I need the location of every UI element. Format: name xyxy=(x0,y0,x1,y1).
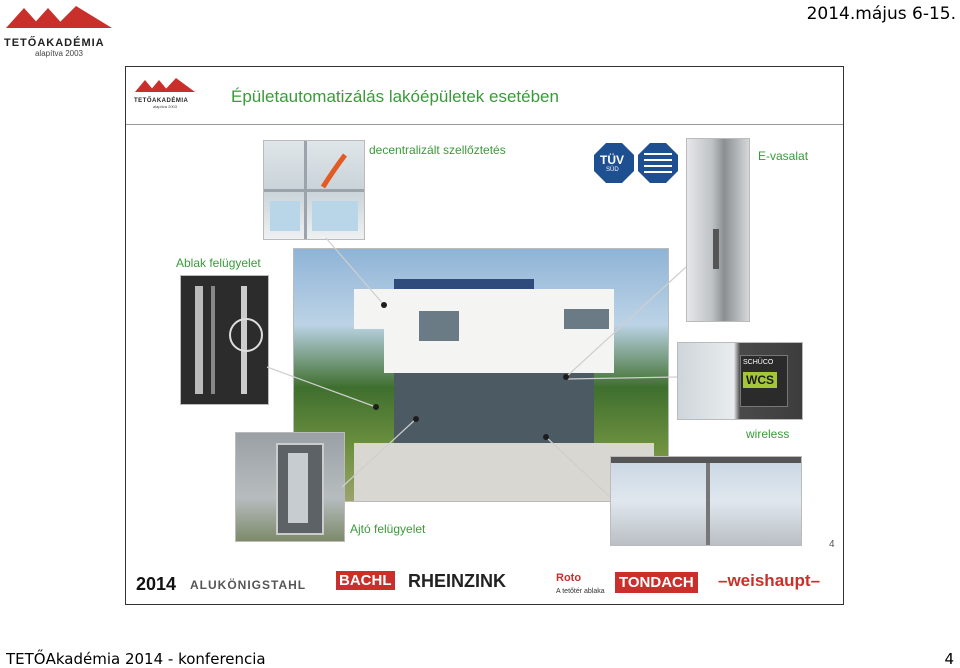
sponsor-year: 2014 xyxy=(136,574,177,594)
tuv-text: TÜV xyxy=(600,153,624,167)
label-evasalat: E-vasalat xyxy=(758,149,809,163)
footer-left: TETŐAkadémia 2014 - konferencia xyxy=(6,650,266,668)
sponsor-tondach: TONDACH xyxy=(615,572,698,593)
sponsor-roto-sub: A tetőtér ablaka xyxy=(556,588,605,595)
slide xyxy=(125,66,844,605)
slide-logo-sub: alapítva 2003 xyxy=(152,104,178,109)
footer-right: 4 xyxy=(944,650,954,668)
label-door: Ajtó felügyelet xyxy=(350,522,426,536)
connector-lines xyxy=(126,67,843,604)
slide-title: Épületautomatizálás lakóépületek esetében xyxy=(231,87,559,106)
slide-number: 4 xyxy=(829,539,835,550)
roof-logo-icon xyxy=(4,4,114,30)
header-logo-sub: alapítva 2003 xyxy=(34,49,84,58)
sponsor-alukonigstahl: ALUKÖNIGSTAHL xyxy=(190,578,307,592)
header-date: 2014.május 6-15. xyxy=(806,4,956,24)
wcs-logo: WCS xyxy=(743,372,777,388)
sponsor-roto: Roto xyxy=(556,572,582,584)
wcs-brand: SCHÜCO xyxy=(743,359,774,366)
sponsor-bar xyxy=(126,566,843,604)
header-logo-text: TETŐAKADÉMIA xyxy=(4,37,105,49)
tuv-sub: SÜD xyxy=(606,167,619,173)
header-logo xyxy=(4,4,114,58)
sponsor-bachl: BACHL xyxy=(336,571,395,590)
label-ventilation: decentralizált szellőztetés xyxy=(369,143,506,157)
sponsor-rheinzink: RHEINZINK xyxy=(408,571,506,591)
label-wireless: wireless xyxy=(746,427,790,441)
label-window: Ablak felügyelet xyxy=(176,256,261,270)
sponsor-weishaupt: –weishaupt– xyxy=(718,571,821,590)
slide-logo-text: TETŐAKADÉMIA xyxy=(134,98,189,104)
